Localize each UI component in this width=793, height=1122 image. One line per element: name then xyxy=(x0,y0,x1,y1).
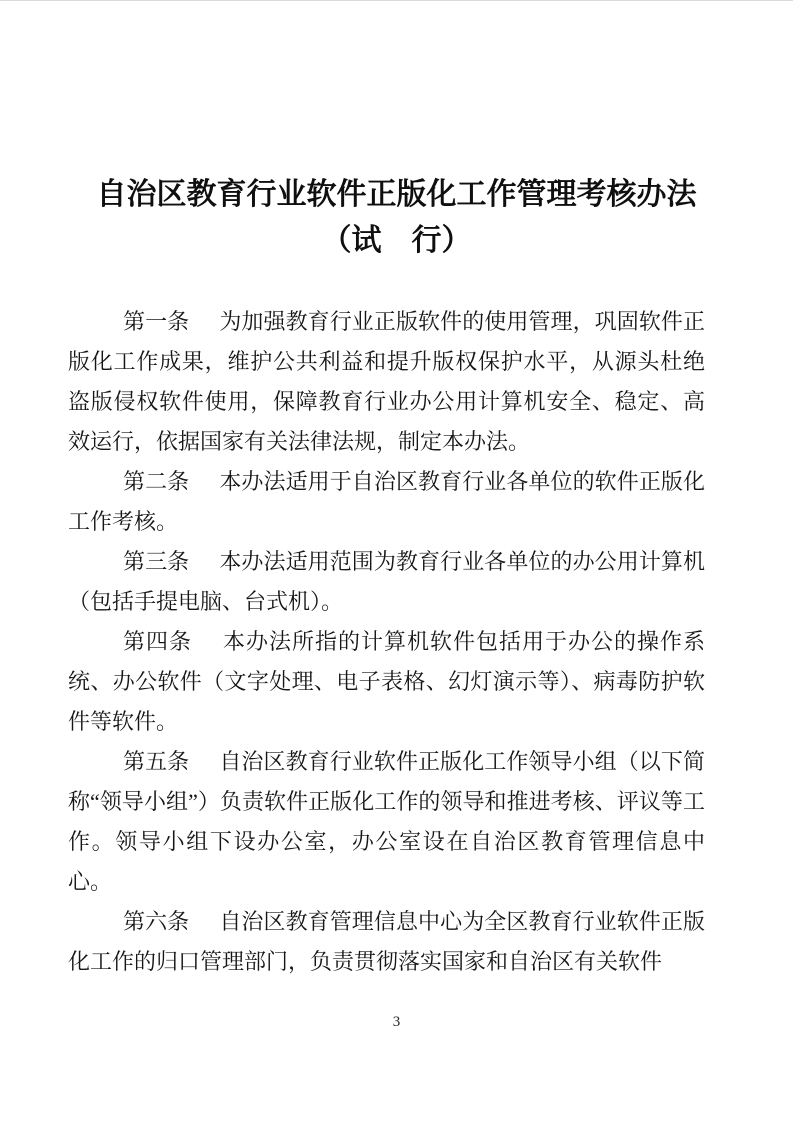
article-text: 本办法适用范围为教育行业各单位的办公用计算机（包括手提电脑、台式机）。 xyxy=(68,549,705,614)
paragraph-article-1 xyxy=(68,302,705,462)
paragraph-article-4 xyxy=(68,622,705,742)
document-title-line1: 自治区教育行业软件正版化工作管理考核办法 xyxy=(96,178,697,211)
page-number: 3 xyxy=(392,1014,401,1030)
document-title xyxy=(0,0,793,264)
paragraph-article-6 xyxy=(68,902,705,982)
article-text: 为加强教育行业正版软件的使用管理，巩固软件正版化工作成果，维护公共利益和提升版权保护水平，从源头杜绝盗版侵权软件使用，保障教育行业办公用计算机安全、稳定、高效运行，依据国家有关法律法规，制定本办法。 xyxy=(68,309,705,454)
article-number: 第三条 xyxy=(123,549,190,574)
article-text: 本办法适用于自治区教育行业各单位的软件正版化工作考核。 xyxy=(68,469,705,534)
paragraph-article-5 xyxy=(68,742,705,902)
article-number: 第六条 xyxy=(123,909,190,934)
article-text: 自治区教育行业软件正版化工作领导小组（以下简称“领导小组”）负责软件正版化工作的领导和推进考核、评议等工作。领导小组下设办公室，办公室设在自治区教育管理信息中心。 xyxy=(68,749,705,894)
document-title-line2: （试 行） xyxy=(321,224,472,257)
article-number: 第二条 xyxy=(123,469,190,494)
paragraph-article-3 xyxy=(68,542,705,622)
article-text: 本办法所指的计算机软件包括用于办公的操作系统、办公软件（文字处理、电子表格、幻灯演示等）、病毒防护软件等软件。 xyxy=(68,629,705,734)
article-number: 第一条 xyxy=(123,309,190,334)
document-body xyxy=(68,302,705,982)
article-number: 第五条 xyxy=(123,749,190,774)
paragraph-article-2 xyxy=(68,462,705,542)
scan-edge-line xyxy=(0,0,793,1)
article-number: 第四条 xyxy=(123,629,192,654)
article-text: 自治区教育管理信息中心为全区教育行业软件正版化工作的归口管理部门，负责贯彻落实国家和自治区有关软件 xyxy=(68,909,705,974)
